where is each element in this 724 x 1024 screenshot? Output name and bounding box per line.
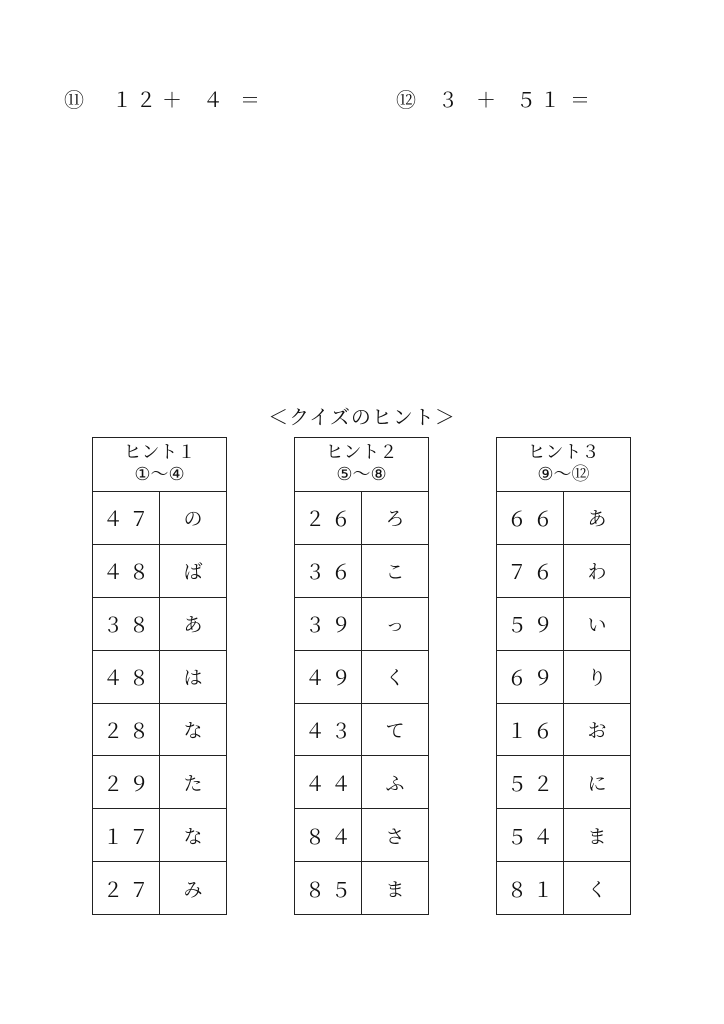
equals-sign: ＝ — [570, 88, 590, 112]
hint-row — [497, 545, 630, 598]
hint-number: ８１ — [497, 862, 564, 915]
hint-table-header — [497, 438, 630, 492]
hint-table-range: ⑤～⑧ — [336, 464, 387, 485]
hint-number: ８４ — [295, 809, 362, 861]
hint-row — [93, 492, 226, 545]
hint-kana: わ — [587, 561, 607, 584]
hint-row — [295, 756, 428, 809]
operand-b: ４ — [203, 88, 223, 112]
hint-kana: さ — [385, 825, 405, 848]
hint-row — [497, 651, 630, 704]
hint-table-range: ①～④ — [134, 464, 185, 485]
hint-row — [295, 651, 428, 704]
hint-number: ４８ — [93, 545, 160, 597]
hint-kana: ば — [183, 561, 203, 584]
hint-kana: ま — [587, 825, 607, 848]
hint-row — [497, 492, 630, 545]
hint-kana: は — [183, 667, 203, 690]
hint-table-range: ⑨～⑫ — [537, 464, 590, 485]
hint-number: ３９ — [295, 598, 362, 650]
hint-number: ３６ — [295, 545, 362, 597]
hint-number: ６６ — [497, 492, 564, 544]
hint-kana: く — [587, 879, 607, 902]
hint-number: ２９ — [93, 756, 160, 808]
hint-table-3 — [496, 437, 631, 915]
hint-kana: て — [385, 720, 405, 742]
hint-row — [93, 704, 226, 757]
hint-kana: く — [385, 667, 405, 690]
hint-kana: あ — [587, 508, 607, 531]
hint-kana: た — [183, 772, 203, 795]
equals-sign: ＝ — [240, 88, 260, 112]
operator: ＋ — [476, 88, 496, 112]
hint-number: ２７ — [93, 862, 160, 915]
hint-row — [295, 862, 428, 915]
hint-row — [93, 545, 226, 598]
hint-table-header — [93, 438, 226, 492]
hint-row — [497, 809, 630, 862]
hint-kana: い — [587, 614, 607, 637]
hint-section-title: ＜クイズのヒント＞ — [268, 405, 456, 429]
hint-row — [93, 862, 226, 915]
hint-kana: ろ — [385, 508, 405, 531]
hint-kana: ま — [385, 879, 405, 902]
hint-kana: り — [587, 667, 607, 690]
hint-kana: に — [587, 772, 607, 795]
hint-number: ３８ — [93, 598, 160, 650]
hint-kana: な — [183, 825, 203, 848]
operand-a: ３ — [438, 88, 458, 112]
hint-number: ４８ — [93, 651, 160, 703]
problem-number: ⑫ — [396, 88, 416, 112]
operand-b: ５１ — [516, 88, 564, 112]
hint-kana: の — [183, 508, 203, 531]
hint-number: ２６ — [295, 492, 362, 544]
hint-row — [295, 598, 428, 651]
operator: ＋ — [162, 88, 182, 112]
hint-kana: み — [183, 879, 203, 902]
hint-row — [295, 809, 428, 862]
hint-row — [93, 651, 226, 704]
hint-number: ５９ — [497, 598, 564, 650]
hint-number: ５４ — [497, 809, 564, 861]
hint-kana: こ — [385, 561, 405, 584]
hint-row — [497, 704, 630, 757]
hint-number: ４７ — [93, 492, 160, 544]
hint-number: ８５ — [295, 862, 362, 915]
hint-kana: ふ — [385, 772, 405, 795]
hint-row — [93, 756, 226, 809]
hint-row — [497, 862, 630, 915]
hint-number: ６９ — [497, 651, 564, 703]
hint-number: ５２ — [497, 756, 564, 808]
hint-row — [497, 598, 630, 651]
hint-row — [93, 598, 226, 651]
hint-number: ２８ — [93, 704, 160, 756]
hint-number: ４３ — [295, 704, 362, 756]
hint-kana: お — [587, 720, 607, 742]
problem-number: ⑪ — [64, 88, 84, 112]
hint-row — [93, 809, 226, 862]
hint-row — [497, 756, 630, 809]
hint-table-title: ヒント１ — [123, 442, 196, 463]
hint-kana: あ — [183, 614, 203, 637]
hint-number: １７ — [93, 809, 160, 861]
operand-a: １２ — [112, 88, 160, 112]
hint-number: ４９ — [295, 651, 362, 703]
hint-kana: っ — [385, 614, 405, 637]
hint-row — [295, 545, 428, 598]
hint-number: ４４ — [295, 756, 362, 808]
hint-table-title: ヒント３ — [527, 442, 600, 463]
hint-table-header — [295, 438, 428, 492]
hint-table-1 — [92, 437, 227, 915]
hint-row — [295, 704, 428, 757]
hint-kana: な — [183, 720, 203, 742]
hint-row — [295, 492, 428, 545]
hint-number: ７６ — [497, 545, 564, 597]
hint-table-2 — [294, 437, 429, 915]
hint-table-title: ヒント２ — [325, 442, 398, 463]
hint-number: １６ — [497, 704, 564, 756]
